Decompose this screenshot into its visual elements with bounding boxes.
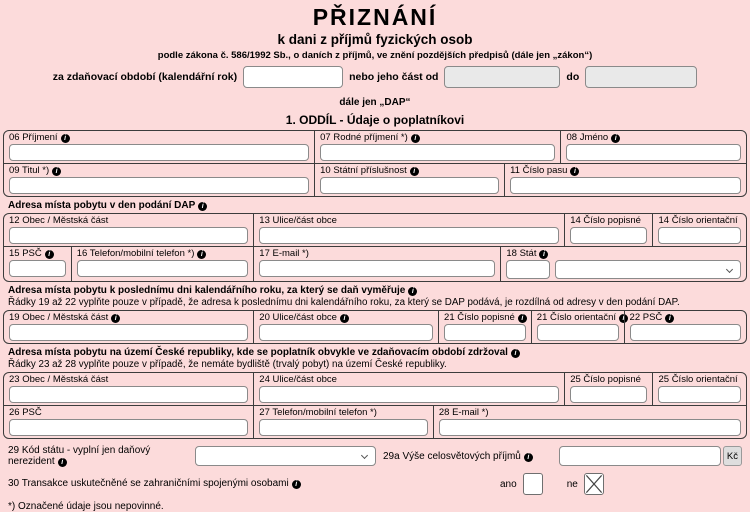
part-from-input [444, 66, 560, 88]
field-09-titul [4, 164, 314, 196]
field-21b-input[interactable] [537, 324, 619, 341]
field-25-cislo-popisne [564, 373, 652, 405]
field-10-statni-prislusnost [314, 164, 504, 196]
field-22-input[interactable] [630, 324, 741, 341]
no-label: ne [566, 478, 578, 490]
info-icon[interactable]: i [111, 314, 120, 323]
field-29a-label: 29a Výše celosvětových příjmů [383, 450, 521, 462]
field-26-psc [4, 406, 253, 438]
info-icon[interactable]: i [198, 202, 207, 211]
currency-suffix: Kč [723, 446, 742, 466]
field-27-input[interactable] [259, 419, 428, 436]
field-19-obec [4, 311, 253, 343]
field-08-input[interactable] [566, 144, 741, 161]
group-row [4, 405, 746, 438]
law-reference-line: podle zákona č. 586/1992 Sb., o daních z příjmů, ve znění pozdějších předpisů (dále jen „zákon“) [157, 50, 593, 61]
group-row [4, 214, 746, 246]
field-14a-label: 14 Číslo popisné [570, 215, 641, 226]
info-icon[interactable]: i [539, 250, 548, 259]
period-label: za zdaňovací období (kalendářní rok) [52, 71, 238, 83]
field-13-label: 13 Ulice/část obce [259, 215, 337, 226]
field-10-label: 10 Státní příslušnost [320, 165, 407, 176]
field-19-input[interactable] [9, 324, 248, 341]
field-25a-label: 25 Číslo popisné [570, 374, 641, 385]
field-10-input[interactable] [320, 177, 499, 194]
field-09-label: 09 Titul *) [9, 165, 50, 176]
address-lastday-group [3, 310, 747, 344]
address-current-group [3, 213, 747, 282]
info-icon[interactable]: i [292, 480, 301, 489]
field-20-input[interactable] [259, 324, 433, 341]
field-18-stat-code-input[interactable] [506, 260, 550, 279]
info-icon[interactable]: i [408, 287, 417, 296]
field-20-label: 20 Ulice/část obce [259, 312, 337, 323]
field-06-input[interactable] [9, 144, 309, 161]
info-icon[interactable]: i [45, 250, 54, 259]
dap-abbreviation-note: dále jen „DAP“ [339, 97, 411, 108]
field-14-cislo-orientacni [652, 214, 746, 246]
field-29-label: 29 Kód státu - vyplní jen daňový nerezident [8, 445, 151, 467]
part-to-input [585, 66, 697, 88]
field-08-label: 08 Jméno [566, 132, 609, 143]
info-icon[interactable]: i [665, 314, 674, 323]
field-07-label: 07 Rodné příjmení *) [320, 132, 408, 143]
info-icon[interactable]: i [524, 453, 533, 462]
yes-label: ano [500, 478, 517, 490]
field-06-prijmeni [4, 131, 314, 163]
chevron-down-icon [726, 266, 733, 273]
field-19-label: 19 Obec / Městská část [9, 312, 109, 323]
info-icon[interactable]: i [340, 314, 349, 323]
field-25b-label: 25 Číslo orientační [658, 374, 738, 385]
info-icon[interactable]: i [611, 134, 620, 143]
info-icon[interactable]: i [411, 134, 420, 143]
field-21a-label: 21 Číslo popisné [444, 312, 515, 323]
group-row [4, 246, 746, 281]
form-title: PŘIZNÁNÍ [312, 4, 438, 30]
field-24-ulice [253, 373, 564, 405]
part-to-label: do [566, 71, 580, 83]
address-cz-group [3, 372, 747, 439]
field-22-label: 22 PSČ [629, 312, 663, 323]
chevron-down-icon [361, 452, 368, 459]
field-07-input[interactable] [320, 144, 555, 161]
address-lastday-heading: Adresa místa pobytu k poslednímu dni kalendářního roku, za který se daň vyměřuje i [8, 285, 742, 296]
address-cz-heading: Adresa místa pobytu na území České republiky, kde se poplatník obvykle ve zdaňovacím období zdržoval i [8, 347, 742, 358]
field-07-rodne-prijmeni [314, 131, 560, 163]
field-18-stat [500, 247, 746, 281]
field-18-label: 18 Stát [506, 248, 537, 259]
field-28-label: 28 E-mail *) [438, 407, 489, 418]
field-13-input[interactable] [259, 227, 559, 244]
field-24-input[interactable] [259, 386, 559, 403]
group-row [4, 131, 746, 163]
info-icon[interactable]: i [410, 167, 419, 176]
field-12-obec [4, 214, 253, 246]
info-icon[interactable]: i [619, 314, 628, 323]
tax-period-row [3, 65, 747, 89]
field-11-input[interactable] [510, 177, 741, 194]
field-22-psc [624, 311, 746, 343]
field-14a-input[interactable] [570, 227, 647, 244]
field-17-email [253, 247, 500, 281]
info-icon[interactable]: i [58, 458, 67, 467]
field-09-input[interactable] [9, 177, 309, 194]
field-16-label: 16 Telefon/mobilní telefon *) [76, 248, 195, 259]
field-12-label: 12 Obec / Městská část [9, 215, 109, 226]
field-16-telefon [71, 247, 254, 281]
info-icon[interactable]: i [511, 349, 520, 358]
field-23-input[interactable] [9, 386, 248, 403]
period-year-input[interactable] [243, 66, 343, 88]
info-icon[interactable]: i [570, 167, 579, 176]
field-25b-input[interactable] [658, 386, 741, 403]
optional-fields-note: *) Označené údaje jsou nepovinné. [8, 501, 164, 512]
field-29-country-code-select[interactable] [195, 446, 376, 466]
part-from-label: nebo jeho část od [349, 71, 439, 83]
field-15-psc [4, 247, 71, 281]
field-28-email [433, 406, 746, 438]
info-icon[interactable]: i [518, 314, 527, 323]
field-27-telefon [253, 406, 433, 438]
field-21-cislo-popisne [438, 311, 531, 343]
taxpayer-name-group [3, 130, 747, 197]
field-25-cislo-orientacni [652, 373, 746, 405]
field-20-ulice [253, 311, 438, 343]
field-23-label: 23 Obec / Městská část [9, 374, 109, 385]
form-subtitle: k dani z příjmů fyzických osob [277, 32, 473, 47]
row-29-country-code [8, 446, 742, 466]
field-23-obec [4, 373, 253, 405]
field-21b-label: 21 Číslo orientační [536, 312, 617, 323]
field-16-input[interactable] [77, 260, 249, 277]
field-29a-income-input[interactable] [559, 446, 721, 466]
field-11-label: 11 Číslo pasu [510, 165, 568, 176]
field-17-input[interactable] [259, 260, 495, 277]
field-17-label: 17 E-mail *) [259, 248, 309, 259]
address-current-heading: Adresa místa pobytu v den podání DAP i [8, 200, 742, 211]
field-26-label: 26 PSČ [9, 407, 42, 418]
group-row [4, 373, 746, 405]
field-06-label: 06 Příjmení [9, 132, 58, 143]
yes-checkbox[interactable] [523, 473, 543, 495]
field-21a-input[interactable] [444, 324, 526, 341]
field-21-cislo-orientacni [531, 311, 624, 343]
field-15-label: 15 PSČ [9, 248, 42, 259]
no-checkbox[interactable] [584, 473, 604, 495]
field-14b-input[interactable] [658, 227, 741, 244]
field-24-label: 24 Ulice/část obce [259, 374, 337, 385]
field-11-cislo-pasu [504, 164, 746, 196]
field-30-label: 30 Transakce uskutečněné se zahraničními spojenými osobami [8, 478, 289, 489]
info-icon[interactable]: i [61, 134, 70, 143]
x-mark-icon [585, 474, 603, 494]
address-cz-note: Řádky 23 až 28 vyplňte pouze v případě, že nemáte bydliště (trvalý pobyt) na území České republiky. [8, 359, 447, 370]
group-row [4, 163, 746, 196]
info-icon[interactable]: i [52, 167, 61, 176]
field-12-input[interactable] [9, 227, 248, 244]
field-15-input[interactable] [9, 260, 66, 277]
field-27-label: 27 Telefon/mobilní telefon *) [259, 407, 377, 418]
field-28-input[interactable] [439, 419, 741, 436]
field-18-stat-select[interactable] [555, 260, 741, 279]
row-30-transactions [8, 473, 742, 495]
section1-title: 1. ODDÍL - Údaje o poplatníkovi [285, 113, 465, 127]
field-26-input[interactable] [9, 419, 248, 436]
address-lastday-note: Řádky 19 až 22 vyplňte pouze v případě, že adresa k poslednímu dni kalendářního roku, za který se DAP podává, je rozdílná od adresy v den podání DAP. [8, 297, 680, 308]
group-row [4, 311, 746, 343]
field-13-ulice [253, 214, 564, 246]
field-08-jmeno [560, 131, 746, 163]
field-25a-input[interactable] [570, 386, 647, 403]
info-icon[interactable]: i [197, 250, 206, 259]
field-14b-label: 14 Číslo orientační [658, 215, 738, 226]
field-14-cislo-popisne [564, 214, 652, 246]
